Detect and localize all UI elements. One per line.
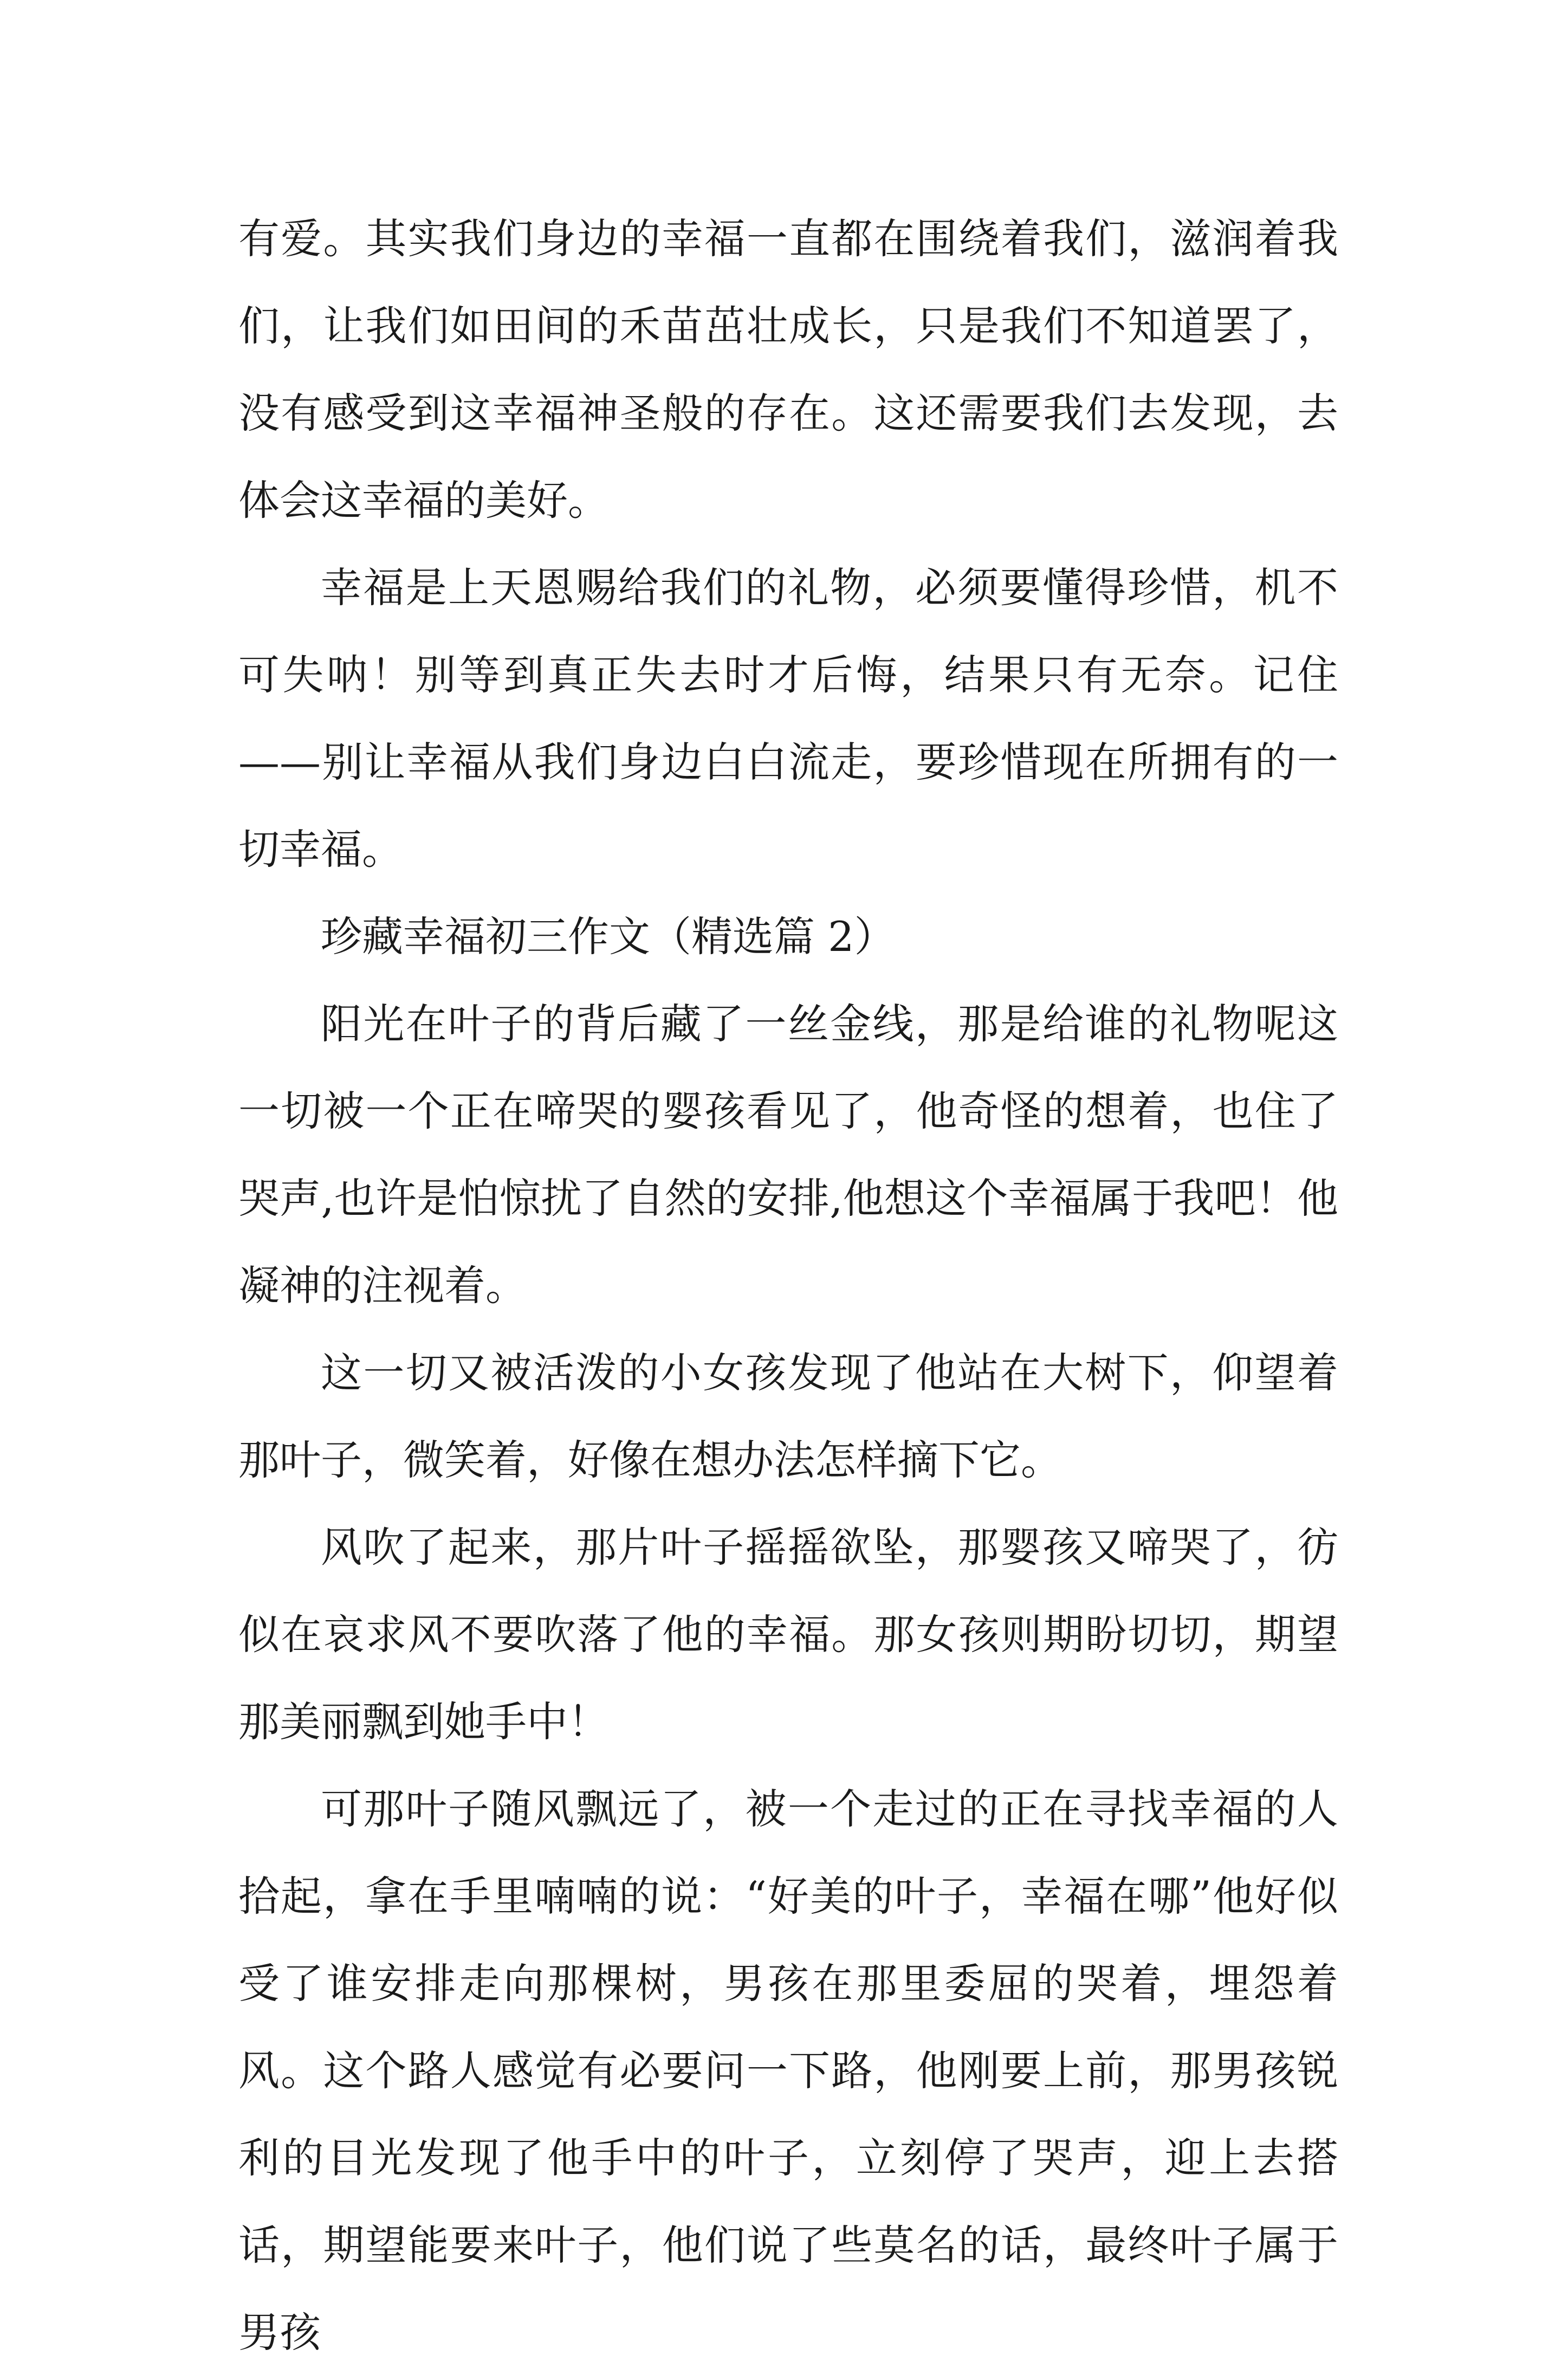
document-body [238,195,1338,2376]
paragraph-little-girl: 这一切又被活泼的小女孩发现了他站在大树下，仰望着那叶子，微笑着，好像在想办法怎样摘下它。 [238,1349,1338,1484]
paragraph-continued: 有爱。其实我们身边的幸福一直都在围绕着我们，滋润着我们，让我们如田间的禾苗茁壮成长，只是我们不知道罢了，没有感受到这幸福神圣般的存在。这还需要我们去发现，去体会这幸福的美好。 [238,215,1338,525]
paragraph-cherish-happiness: 幸福是上天恩赐给我们的礼物，必须要懂得珍惜，机不可失呐！别等到真正失去时才后悔，结果只有无奈。记住——别让幸福从我们身边白白流走，要珍惜现在所拥有的一切幸福。 [238,564,1338,873]
paragraph-sunlight-leaf: 阳光在叶子的背后藏了一丝金线，那是给谁的礼物呢这一切被一个正在啼哭的婴孩看见了，他奇怪的想着，也住了哭声,也许是怕惊扰了自然的安排,他想这个幸福属于我吧！他凝神的注视着。 [238,1000,1338,1310]
section-title: 珍藏幸福初三作文（精选篇 2） [321,912,896,961]
paragraph-passerby: 可那叶子随风飘远了，被一个走过的正在寻找幸福的人拾起，拿在手里喃喃的说：“好美的叶子，幸福在哪”他好似受了谁安排走向那棵树，男孩在那里委屈的哭着，埋怨着风。这个路人感觉有必要问一下路，他刚要上前，那男孩锐利的目光发现了他手中的叶子，立刻停了哭声，迎上去搭话，期望能要来叶子，他们说了些莫名的话，最终叶子属于男孩 [238,1785,1338,2356]
paragraph-wind-blows: 风吹了起来，那片叶子摇摇欲坠，那婴孩又啼哭了，彷似在哀求风不要吹落了他的幸福。那女孩则期盼切切，期望那美丽飘到她手中！ [238,1523,1338,1746]
